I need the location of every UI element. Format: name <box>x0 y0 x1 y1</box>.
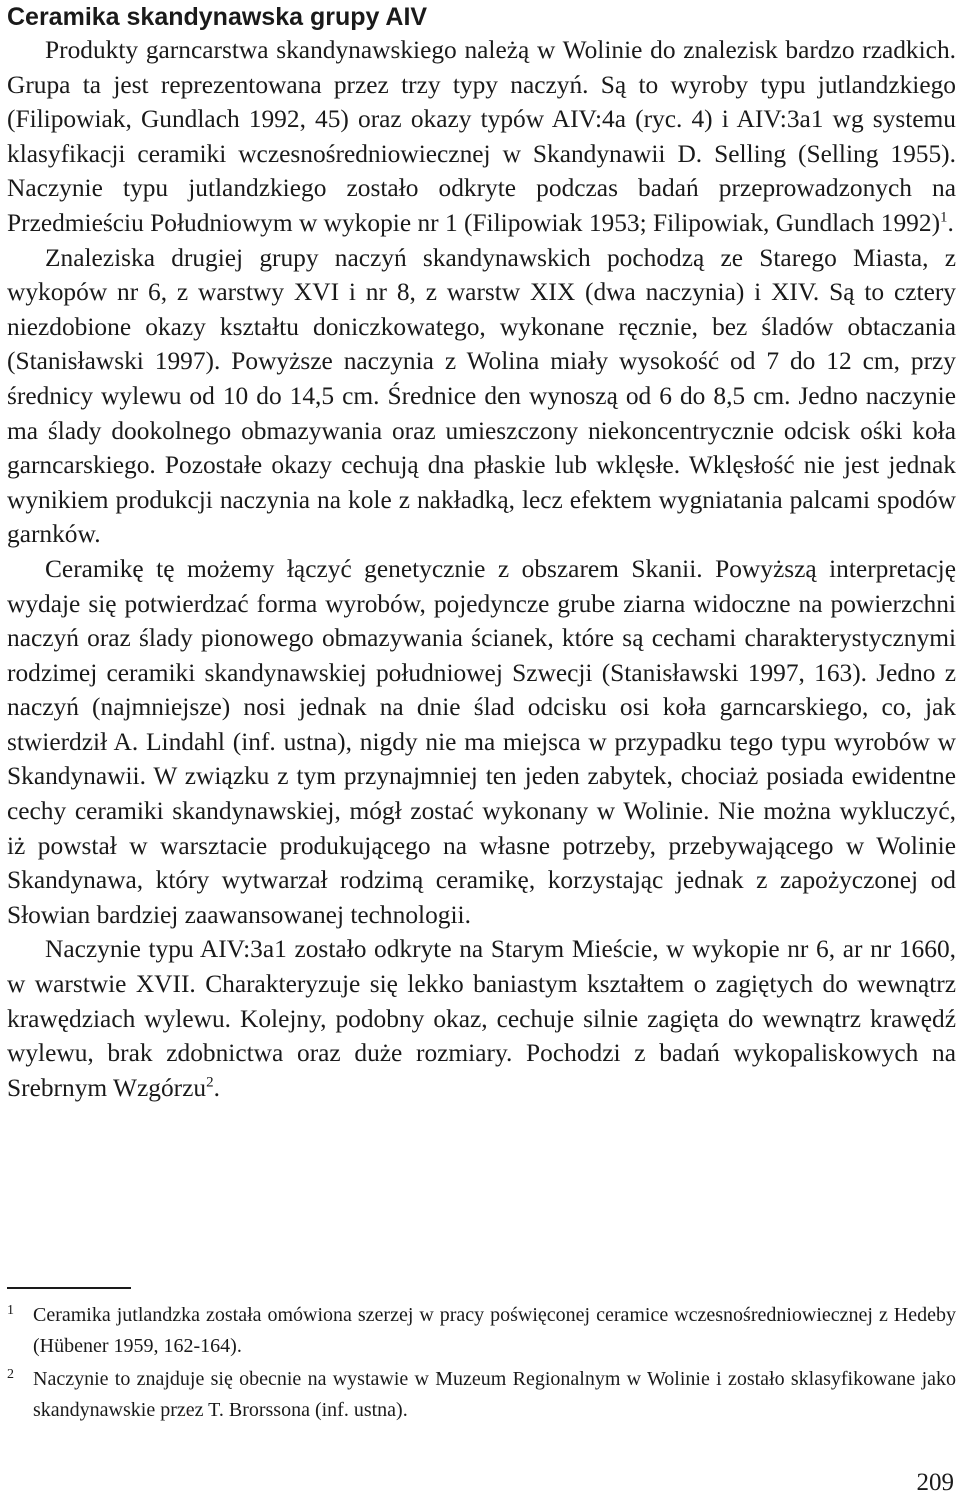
footnote-1 <box>7 1300 956 1362</box>
body-text <box>7 33 956 1105</box>
paragraph-3-text: Ceramikę tę możemy łączyć genetycznie z obszarem Skanii. Powyższą interpretację wydaje się potwierdzać forma wyrobów, pojedyncze grube ziarna widoczne na powierzchni naczyń oraz ślady pionowego obmazywania ścianek, które są cechami charakterystycznymi rodzimej ceramiki skandynawskiej południowej Szwecji (Stanisławski 1997, 163). Jedno z naczyń (najmniejsze) nosi jednak na dnie ślad odcisku osi koła garncarskiego, co, jak stwierdził A. Lindahl (inf. ustna), nigdy nie ma miejsca w przypadku tego typu wyrobów w Skandynawii. W związku z tym przynajmniej ten jeden zabytek, chociaż posiada ewidentne cechy ceramiki skandynawskiej, mógł zostać wykonany w Wolinie. Nie można wykluczyć, iż powstał w warsztacie produkującego na własne potrzeby, przebywającego w Wolinie Skandynawa, który wytwarzał rodzimą ceramikę, korzystając jednak z zapożyczonej od Słowian bardziej zaawansowanej technologii. <box>7 554 956 929</box>
paragraph-2 <box>7 241 956 552</box>
section-heading: Ceramika skandynawska grupy AIV <box>7 3 428 31</box>
paragraph-4 <box>7 932 956 1105</box>
paragraph-2-text: Znaleziska drugiej grupy naczyń skandynawskich pochodzą ze Starego Miasta, z wykopów nr 6, z warstwy XVI i nr 8, z warstw XIX (dwa naczynia) i XIV. Są to cztery niezdobione okazy kształtu doniczkowatego, wykonane ręcznie, bez śladów obtaczania (Stanisławski 1997). Powyższe naczynia z Wolina miały wysokość od 7 do 12 cm, przy średnicy wylewu od 10 do 14,5 cm. Średnice den wynoszą od 6 do 8,5 cm. Jedno naczynie ma ślady dookolnego obmazywania oraz umieszczony niekoncentrycznie odcisk ośki koła garncarskiego. Pozostałe okazy cechują dna płaskie lub wklęsłe. Wklęsłość nie jest jednak wynikiem produkcji naczynia na kole z nakładką, lecz efektem wygniatania palcami spodów garnków. <box>7 243 956 549</box>
paragraph-1 <box>7 33 956 241</box>
footnote-ref-2[interactable]: 2 <box>206 1074 214 1091</box>
paragraph-1-text: Produkty garncarstwa skandynawskiego należą w Wolinie do znalezisk bardzo rzadkich. Grupa ta jest reprezentowana przez trzy typy naczyń. Są to wyroby typu jutlandzkiego (Filipowiak, Gundlach 1992, 45) oraz okazy typów AIV:4a (ryc. 4) i AIV:3a1 wg systemu klasyfikacji ceramiki wczesnośredniowiecznej w Skandynawii D. Selling (Selling 1955). Naczynie typu jutlandzkiego zostało odkryte podczas badań przeprowadzonych na Przedmieściu Południowym w wykopie nr 1 (Filipowiak 1953; Filipowiak, Gundlach 1992) <box>7 36 956 237</box>
footnote-ref-1[interactable]: 1 <box>940 209 948 226</box>
footnote-divider <box>7 1287 131 1289</box>
footnote-2 <box>7 1364 956 1426</box>
footnote-2-number: 2 <box>7 1367 14 1382</box>
footnotes <box>7 1300 956 1428</box>
paragraph-4-text: Naczynie typu AIV:3a1 zostało odkryte na Starym Mieście, w wykopie nr 6, ar nr 1660, w warstwie XVII. Charakteryzuje się lekko baniastym kształtem o zagiętych do wewnątrz krawędziach wylewu. Kolejny, podobny okaz, cechuje silnie zagięta do wewnątrz krawędź wylewu, brak zdobnictwa oraz duże rozmiary. Pochodzi z badań wykopaliskowych na Srebrnym Wzgórzu <box>7 935 956 1102</box>
paragraph-1-tail: . <box>947 208 954 237</box>
paragraph-4-tail: . <box>213 1073 220 1102</box>
page-number: 209 <box>916 1469 954 1496</box>
footnote-1-text: Ceramika jutlandzka została omówiona szerzej w pracy poświęconej ceramice wczesnośredniowiecznej z Hedeby (Hübener 1959, 162-164). <box>33 1304 956 1357</box>
paragraph-3 <box>7 552 956 933</box>
footnote-2-text: Naczynie to znajduje się obecnie na wystawie w Muzeum Regionalnym w Wolinie i zostało sklasyfikowane jako skandynawskie przez T. Brorssona (inf. ustna). <box>33 1368 956 1421</box>
footnote-1-number: 1 <box>7 1303 14 1318</box>
